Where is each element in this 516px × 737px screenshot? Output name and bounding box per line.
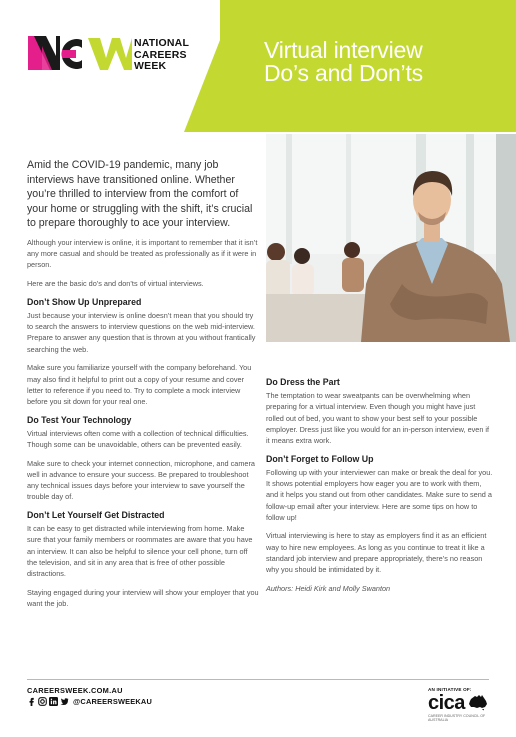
website-link[interactable]: CAREERSWEEK.COM.AU — [27, 686, 123, 695]
cica-full-name: CAREER INDUSTRY COUNCIL OF AUSTRALIA — [428, 714, 486, 722]
paragraph: Make sure to check your internet connection, microphone, and camera well in advance to ensure your success. Be prepared to troubleshoot any technical issues days before your interview to save yourself the trouble day of. — [27, 458, 255, 502]
paragraph: The temptation to wear sweatpants can be overwhelming when preparing for a virtual interview. Even though you might have just rolled out of bed, you want to show your best self to your possible employer. Dress just like you would for an in-person interview, even if it means extra work. — [266, 391, 490, 446]
section-heading: Do Test Your Technology — [27, 414, 132, 425]
page-title — [264, 39, 504, 85]
cica-logo: cica — [428, 692, 465, 714]
brand-line-2: CAREERS — [134, 48, 187, 61]
brand-line-1: NATIONAL — [134, 37, 190, 49]
paragraph: It can be easy to get distracted while interviewing from home. Make sure that your family members or roommates are aware that you have an interview. It can also be helpful to silence your cell phone, turn off the television, and sit in any area that is free of other possible distractions. — [27, 524, 253, 579]
paragraph: Here are the basic do’s and don’ts of virtual interviews. — [27, 279, 204, 289]
linkedin-icon[interactable] — [49, 697, 58, 706]
brand-name — [134, 38, 214, 73]
footer-divider — [27, 679, 489, 680]
paragraph: Virtual interviews often come with a collection of technical difficulties. Though some can be unavoidable, others can be prevented easily. — [27, 428, 249, 450]
ncw-logo-icon — [28, 36, 132, 74]
social-handle[interactable]: @CAREERSWEEKAU — [73, 697, 152, 706]
businessman-photo — [266, 134, 516, 342]
right-column — [266, 374, 494, 601]
left-column — [27, 237, 259, 617]
section-heading: Don’t Let Yourself Get Distracted — [27, 510, 165, 521]
section-heading: Don’t Show Up Unprepared — [27, 296, 142, 307]
paragraph: Following up with your interviewer can make or break the deal for you. It shows potential employers how eager you are to work with them, and it helps you stand out from other candidates. Make sure to send a follow-up email after your interview. Here are some tips on how to follow up! — [266, 467, 493, 522]
section-heading: Do Dress the Part — [266, 377, 340, 387]
social-links — [27, 697, 152, 706]
paragraph: Although your interview is online, it is important to remember that it isn’t any more casual and should be treated as professionally as if it were in person. — [27, 238, 258, 270]
section-heading: Don’t Forget to Follow Up — [266, 453, 374, 464]
paragraph: Just because your interview is online doesn’t mean that you should try to search the answers to interview questions on the web mid-interview. Prepare to answer any question that is thrown at you without frantically searching the web. — [27, 311, 256, 354]
brand-line-3: WEEK — [134, 60, 167, 72]
australia-map-icon — [468, 694, 488, 711]
twitter-icon[interactable] — [60, 697, 69, 706]
intro-paragraph: Amid the COVID-19 pandemic, many job interviews have transitioned online. Whether you’re thrilled to interview from the comfort of your home or struggling with the shift, it’s crucial to prepare thoroughly to ace your interview. — [27, 159, 253, 230]
paragraph: Staying engaged during your interview will show your employer that you want the job. — [27, 587, 259, 608]
title-line-1: Virtual interview — [264, 37, 423, 63]
paragraph: Make sure you familiarize yourself with the company beforehand. You may also find it helpful to print out a copy of your resume and cover letter to reference if you need to. Try to complete a mock interview before you sit down for your real one. — [27, 363, 252, 406]
title-line-2: Do’s and Don’ts — [264, 60, 423, 86]
authors-credit: Authors: Heidi Kirk and Molly Swanton — [266, 583, 391, 593]
paragraph: Virtual interviewing is here to stay as employers find it as an efficient way to hire new employees. As long as you continue to treat it like a standard job interview and prepare appropriately, there’s no reason why you should be intimidated by it. — [266, 531, 487, 575]
facebook-icon[interactable] — [27, 697, 36, 706]
initiative-label: AN INITIATIVE OF: — [428, 687, 472, 692]
instagram-icon[interactable] — [38, 697, 47, 706]
